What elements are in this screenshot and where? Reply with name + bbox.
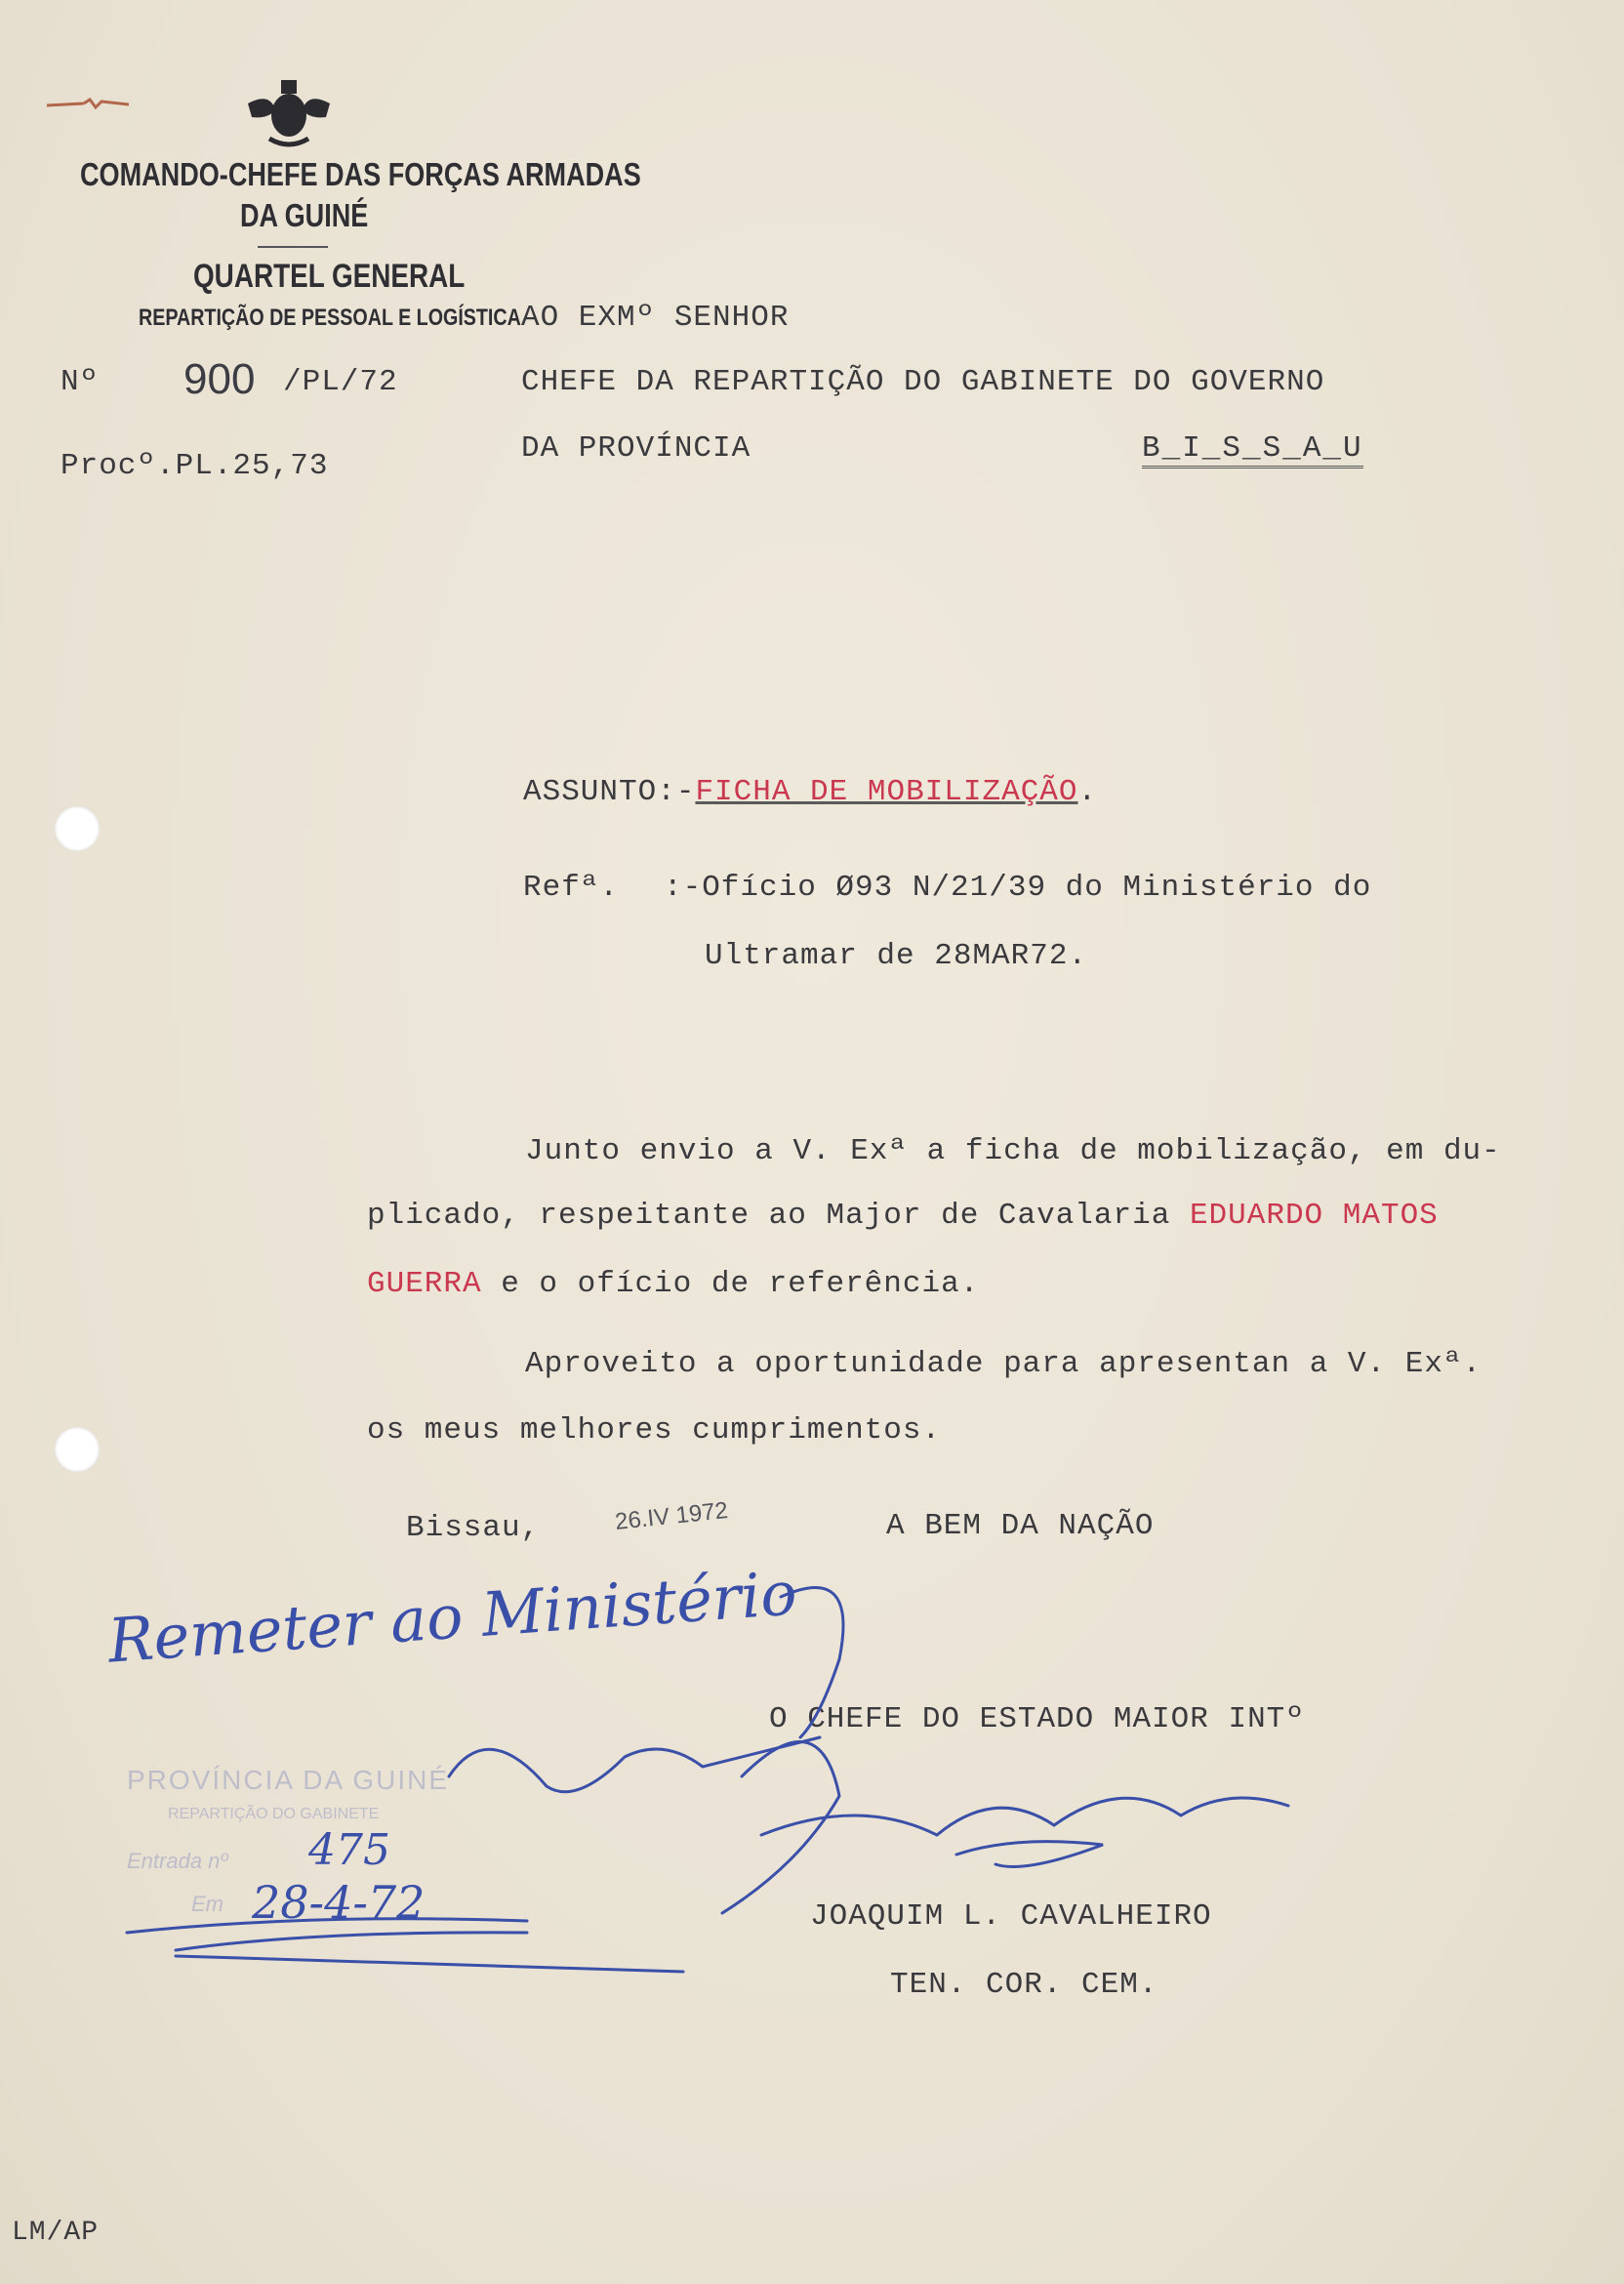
footer-initials: LM/AP: [12, 2218, 100, 2248]
punch-hole-top: [55, 806, 100, 851]
signature-scribble-icon: [117, 1542, 1405, 1991]
date-stamp: 26.IV 1972: [613, 1497, 730, 1535]
body-line-2-text: plicado, respeitante ao Major de Cavalaria: [367, 1199, 1190, 1233]
subject-line: [523, 775, 1097, 809]
stamp-line-2: REPARTIÇÃO DO GABINETE: [168, 1806, 380, 1822]
body-line-2: [367, 1199, 1439, 1233]
signatory-name: JOAQUIM L. CAVALHEIRO: [810, 1899, 1212, 1934]
handwritten-entry-date: 28-4-72: [252, 1876, 426, 1929]
org-line-1: COMANDO-CHEFE DAS FORÇAS ARMADAS: [80, 156, 641, 192]
number-suffix: /PL/72: [283, 365, 398, 399]
place: Bissau,: [406, 1511, 541, 1545]
subject-end: .: [1077, 775, 1098, 809]
signatory-title: O CHEFE DO ESTADO MAIOR INTº: [769, 1702, 1305, 1736]
process-reference: Procº.PL.25,73: [61, 449, 329, 483]
body-line-3-text: e o ofício de referência.: [481, 1267, 980, 1301]
handwritten-note: Remeter ao Ministério: [105, 1557, 799, 1677]
body-line-3: [367, 1267, 979, 1301]
reference-line-2: Ultramar de 28MAR72.: [705, 939, 1088, 973]
coat-of-arms-icon: [240, 74, 338, 152]
handwritten-entry-number: 475: [308, 1825, 390, 1875]
hq-title: QUARTEL GENERAL: [193, 258, 466, 295]
subject-label: ASSUNTO:-: [523, 775, 696, 809]
body-line-5: os meus melhores cumprimentos.: [367, 1413, 942, 1448]
addressee-line-1: AO EXMº SENHOR: [521, 301, 790, 335]
person-name-part-1: EDUARDO MATOS: [1189, 1199, 1439, 1233]
clip-mark-icon: [45, 96, 133, 115]
addressee-line-2: CHEFE DA REPARTIÇÃO DO GABINETE DO GOVERNO: [521, 365, 1325, 399]
number-value: 900: [183, 355, 256, 403]
header-divider: [258, 246, 328, 248]
person-name-part-2: GUERRA: [367, 1267, 482, 1301]
body-line-1: Junto envio a V. Exª a ficha de mobilização, em du-: [525, 1134, 1501, 1168]
stamp-line-1: PROVÍNCIA DA GUINÉ: [127, 1765, 450, 1795]
body-line-4: Aproveito a oportunidade para apresentan a V. Exª.: [525, 1347, 1482, 1381]
signatory-rank: TEN. COR. CEM.: [890, 1968, 1158, 2002]
addressee-line-3: DA PROVÍNCIA: [521, 431, 751, 466]
number-label: Nº: [61, 365, 100, 399]
motto: A BEM DA NAÇÃO: [886, 1509, 1155, 1543]
org-line-2: DA GUINÉ: [240, 197, 369, 233]
department-line: REPARTIÇÃO DE PESSOAL E LOGÍSTICA: [139, 305, 521, 331]
punch-hole-bottom: [55, 1427, 100, 1472]
subject-value: FICHA DE MOBILIZAÇÃO: [695, 775, 1078, 809]
reference-label: Refª.: [523, 871, 620, 905]
addressee-city: B_I_S_S_A_U: [1142, 431, 1363, 469]
stamp-date-label: Em: [191, 1892, 223, 1916]
stamp-entry-label: Entrada nº: [127, 1849, 228, 1873]
reference-line-1: :-Ofício Ø93 N/21/39 do Ministério do: [664, 871, 1372, 905]
